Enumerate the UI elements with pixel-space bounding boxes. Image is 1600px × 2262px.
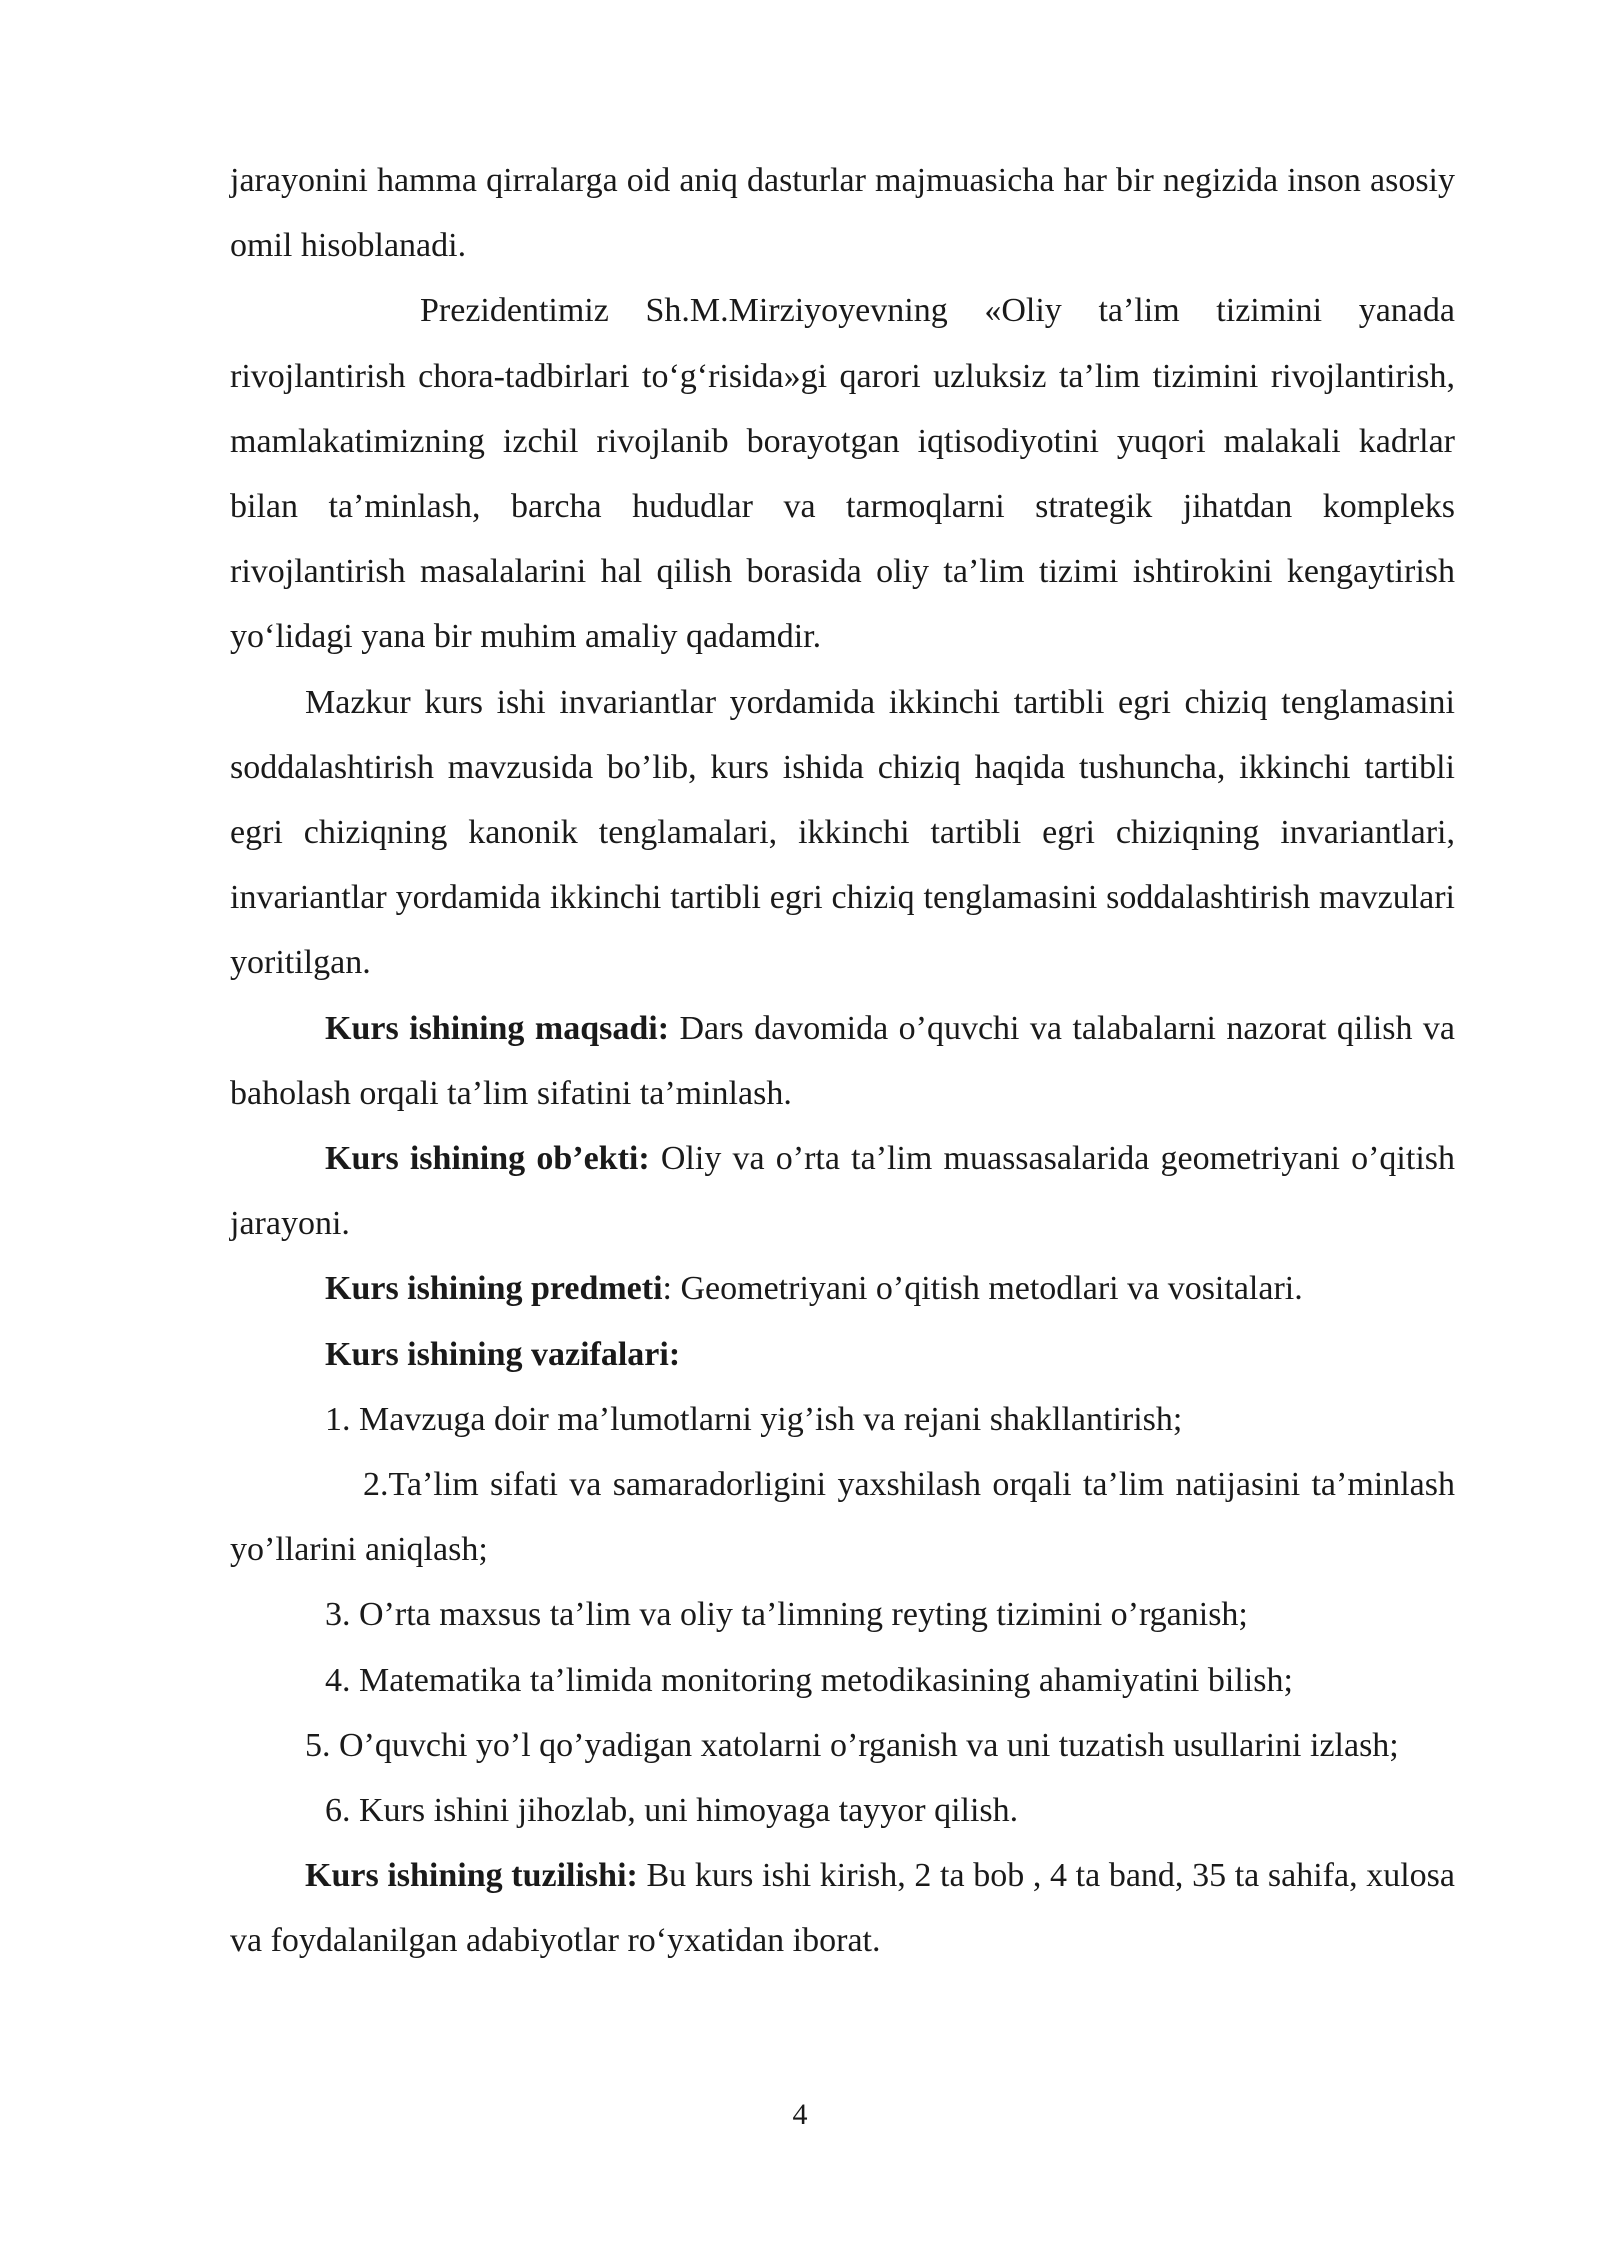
task-item: 2.Ta’lim sifati va samaradorligini yaxshilash orqali ta’lim natijasini ta’minlash yo’llarini aniqlash; <box>230 1466 1455 1569</box>
paragraph-intro: jarayonini hamma qirralarga oid aniq dasturlar majmuasicha har bir negizida inson asosiy omil hisoblanadi. <box>230 162 1455 265</box>
paragraph-object <box>230 1126 1455 1256</box>
object-label: Kurs ishining ob’ekti: <box>325 1140 650 1178</box>
tasks-heading <box>230 1322 1455 1387</box>
subject-label: Kurs ishining predmeti <box>325 1270 663 1308</box>
tasks-label: Kurs ishining vazifalari: <box>325 1335 681 1373</box>
task-item: 6. Kurs ishini jihozlab, uni himoyaga tayyor qilish. <box>325 1792 1019 1830</box>
task-item: 3. O’rta maxsus ta’lim va oliy ta’limning reyting tizimini o’rganish; <box>325 1596 1248 1634</box>
paragraph-structure <box>230 1843 1455 1973</box>
paragraph-president-decree: Prezidentimiz Sh.M.Mirziyoyevning «Oliy ta’lim tizimini yanada rivojlantirish chora-tadbirlari to‘g‘risida»gi qarori uzluksiz ta’lim tizimini rivojlantirish, mamlakatimizning izchil rivojlanib borayotgan iqtisodiyotini yuqori malakali kadrlar bilan ta’minlash, barcha hududlar va tarmoqlarni strategik jihatdan kompleks rivojlantirish masalalarini hal qilish borasida oliy ta’lim tizimi ishtirokini kengaytirish yo‘lidagi yana bir muhim amaliy qadamdir. <box>230 292 1455 656</box>
subject-text: : Geometriyani o’qitish metodlari va vositalari. <box>662 1270 1303 1308</box>
document-page <box>230 148 1455 1974</box>
paragraph-goal <box>230 996 1455 1126</box>
task-item: 5. O’quvchi yo’l qo’yadigan xatolarni o’rganish va uni tuzatish usullarini izlash; <box>305 1726 1399 1764</box>
structure-text: Bu kurs ishi kirish, 2 ta bob , 4 ta band, 35 ta sahifa, xulosa va foydalanilgan adabiyotlar ro‘yxatidan iborat. <box>230 1857 1455 1960</box>
page-number: 4 <box>792 2098 808 2131</box>
goal-label: Kurs ishining maqsadi: <box>325 1009 670 1047</box>
task-item: 1. Mavzuga doir ma’lumotlarni yig’ish va rejani shakllantirish; <box>325 1400 1183 1438</box>
structure-label: Kurs ishining tuzilishi: <box>305 1857 638 1895</box>
task-item: 4. Matematika ta’limida monitoring metodikasining ahamiyatini bilish; <box>325 1661 1293 1699</box>
paragraph-course-topic: Mazkur kurs ishi invariantlar yordamida ikkinchi tartibli egri chiziq tenglamasini soddalashtirish mavzusida bo’lib, kurs ishida chiziq haqida tushuncha, ikkinchi tartibli egri chiziqning kanonik tenglamalari, ikkinchi tartibli egri chiziqning invariantlari, invariantlar yordamida ikkinchi tartibli egri chiziq tenglamasini soddalashtirish mavzulari yoritilgan. <box>230 683 1455 982</box>
object-text: Oliy va o’rta ta’lim muassasalarida geometriyani o’qitish jarayoni. <box>230 1140 1455 1243</box>
goal-text: Dars davomida o’quvchi va talabalarni nazorat qilish va baholash orqali ta’lim sifatini ta’minlash. <box>230 1009 1455 1112</box>
paragraph-subject <box>230 1256 1455 1321</box>
